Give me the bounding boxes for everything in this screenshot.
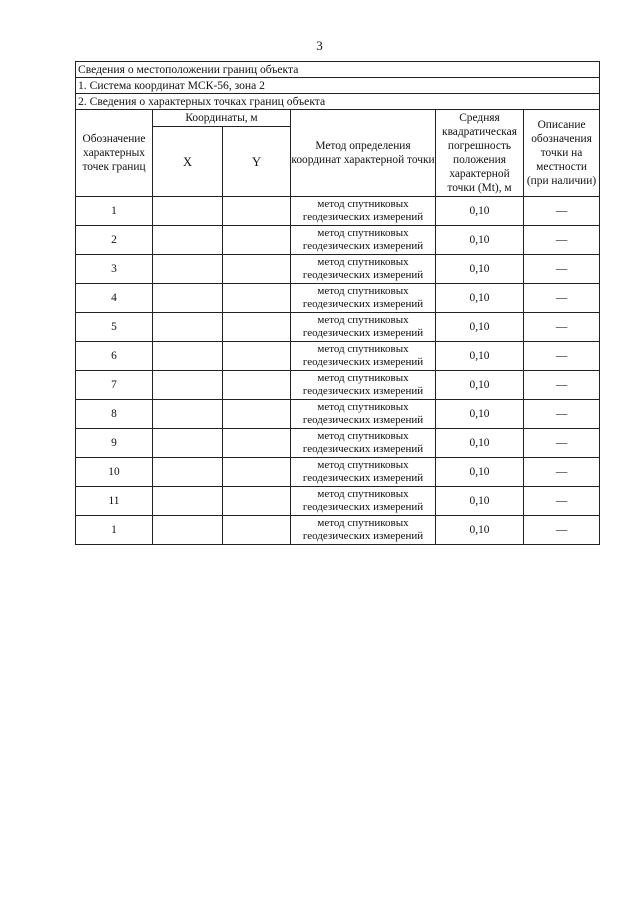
table-row [76,371,600,400]
table-row [76,255,600,284]
x-cell [153,313,223,342]
accuracy-cell: 0,10 [436,400,524,429]
method-cell: метод спутниковых геодезических измерений [291,487,436,516]
description-cell: — [524,284,600,313]
method-cell: метод спутниковых геодезических измерений [291,255,436,284]
method-cell: метод спутниковых геодезических измерений [291,516,436,545]
method-cell: метод спутниковых геодезических измерений [291,342,436,371]
description-cell: — [524,255,600,284]
method-cell: метод спутниковых геодезических измерений [291,284,436,313]
y-cell [223,516,291,545]
method-cell: метод спутниковых геодезических измерений [291,429,436,458]
table-row [76,284,600,313]
page-number: 3 [316,38,323,53]
description-cell: — [524,226,600,255]
x-cell [153,487,223,516]
accuracy-cell: 0,10 [436,284,524,313]
point-cell: 9 [76,429,153,458]
y-cell [223,284,291,313]
method-cell: метод спутниковых геодезических измерений [291,400,436,429]
y-cell [223,255,291,284]
coord-system: 1. Система координат МСК-56, зона 2 [76,78,600,94]
table-row [76,487,600,516]
description-cell: — [524,516,600,545]
y-cell [223,342,291,371]
accuracy-cell: 0,10 [436,516,524,545]
point-cell: 1 [76,197,153,226]
accuracy-cell: 0,10 [436,313,524,342]
y-cell [223,429,291,458]
x-cell [153,197,223,226]
table-row [76,516,600,545]
description-cell: — [524,429,600,458]
y-cell [223,458,291,487]
accuracy-cell: 0,10 [436,487,524,516]
accuracy-cell: 0,10 [436,197,524,226]
y-cell [223,487,291,516]
header-x: X [153,127,223,197]
method-cell: метод спутниковых геодезических измерений [291,226,436,255]
table-row [76,458,600,487]
point-cell: 5 [76,313,153,342]
point-cell: 11 [76,487,153,516]
header-y: Y [223,127,291,197]
table-row [76,429,600,458]
point-cell: 10 [76,458,153,487]
accuracy-cell: 0,10 [436,255,524,284]
x-cell [153,429,223,458]
description-cell: — [524,342,600,371]
point-cell: 3 [76,255,153,284]
point-cell: 4 [76,284,153,313]
description-cell: — [524,197,600,226]
x-cell [153,400,223,429]
y-cell [223,226,291,255]
table-row [76,400,600,429]
description-cell: — [524,313,600,342]
point-cell: 1 [76,516,153,545]
x-cell [153,342,223,371]
x-cell [153,255,223,284]
y-cell [223,313,291,342]
description-cell: — [524,371,600,400]
point-cell: 8 [76,400,153,429]
method-cell: метод спутниковых геодезических измерений [291,197,436,226]
description-cell: — [524,487,600,516]
accuracy-cell: 0,10 [436,371,524,400]
header-point-designation: Обозначение характерных точек границ [76,110,153,197]
point-cell: 6 [76,342,153,371]
accuracy-cell: 0,10 [436,226,524,255]
point-cell: 7 [76,371,153,400]
y-cell [223,371,291,400]
accuracy-cell: 0,10 [436,429,524,458]
table-row [76,226,600,255]
point-cell: 2 [76,226,153,255]
method-cell: метод спутниковых геодезических измерений [291,371,436,400]
points-title: 2. Сведения о характерных точках границ объекта [76,94,600,110]
x-cell [153,284,223,313]
x-cell [153,458,223,487]
description-cell: — [524,458,600,487]
y-cell [223,400,291,429]
table-row [76,342,600,371]
method-cell: метод спутниковых геодезических измерений [291,313,436,342]
description-cell: — [524,400,600,429]
table-row [76,313,600,342]
accuracy-cell: 0,10 [436,342,524,371]
y-cell [223,197,291,226]
section-title: Сведения о местоположении границ объекта [76,62,600,78]
header-description: Описание обозначения точки на местности (при наличии) [524,110,600,197]
table-row [76,197,600,226]
header-accuracy: Средняя квадратическая погрешность положения характерной точки (Mt), м [436,110,524,197]
x-cell [153,516,223,545]
x-cell [153,226,223,255]
method-cell: метод спутниковых геодезических измерений [291,458,436,487]
header-method: Метод определения координат характерной точки [291,110,436,197]
boundary-points-table [75,61,600,545]
x-cell [153,371,223,400]
header-coordinates: Координаты, м [153,110,291,127]
accuracy-cell: 0,10 [436,458,524,487]
